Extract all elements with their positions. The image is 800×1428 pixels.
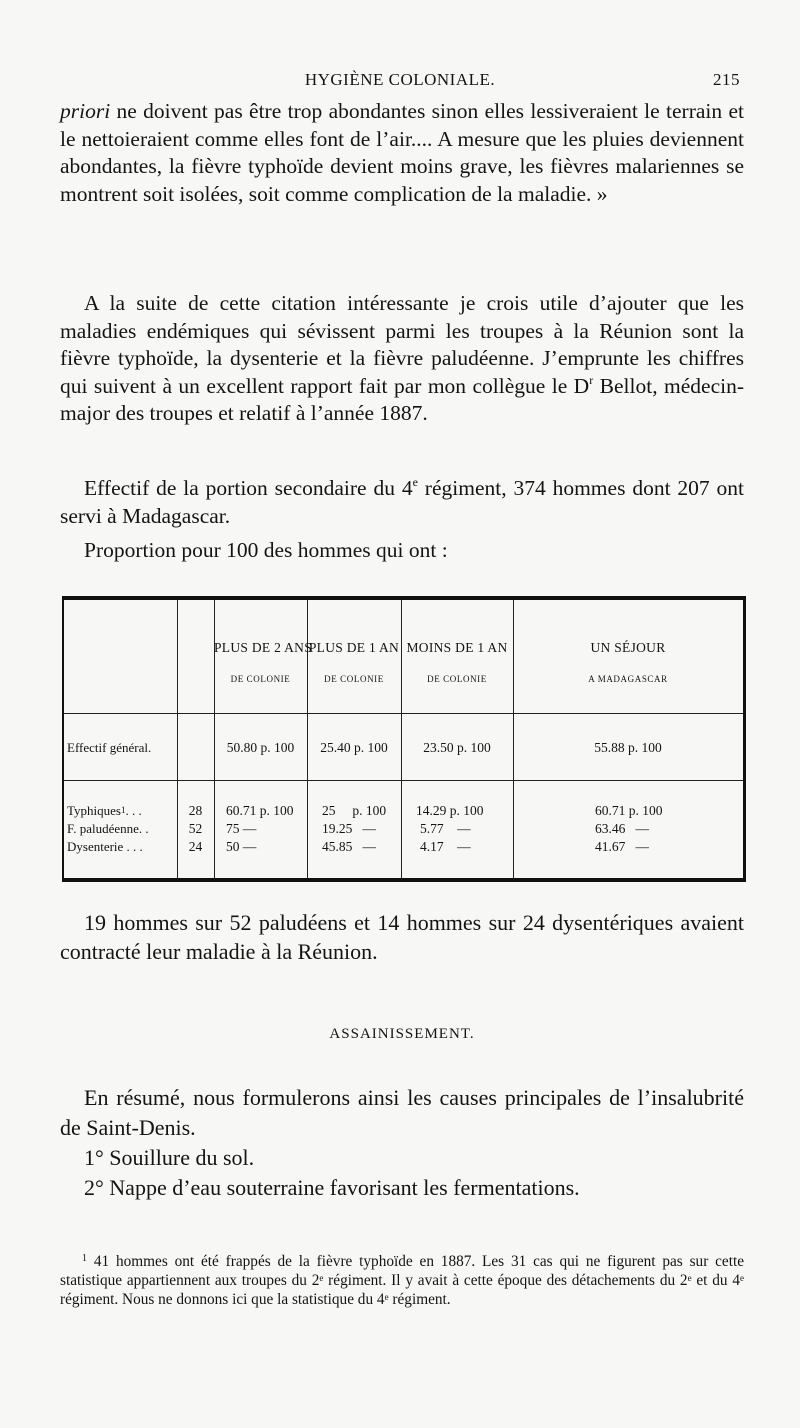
paragraph-text: Proportion pour 100 des hommes qui ont : <box>84 538 448 562</box>
footnote-text: 41 hommes ont été frappés de la fièvre typhoïde en 1887. Les 31 cas qui ne figurent pas sur cette statistique appartiennent aux troupes du 2 <box>60 1253 744 1289</box>
table-cell-count: 24 <box>188 839 203 854</box>
paragraph-causes <box>60 1083 744 1203</box>
table-cell: 50.80 p. 100 <box>226 740 295 755</box>
table-cell: 50 — <box>226 839 257 854</box>
footnote-text: régiment. Nous ne donnons ici que la statistique du 4 <box>60 1291 385 1308</box>
superscript: e <box>384 1292 389 1302</box>
table-cell: 4.17 — <box>420 839 471 854</box>
footnote-marker: 1 <box>120 805 126 815</box>
statistics-table <box>62 596 746 882</box>
paragraph-text: régiment, 374 hommes dont 207 ont servi à Madagascar. <box>60 476 745 528</box>
column-header: PLUS DE 2 ANS <box>214 640 313 655</box>
italic-word: priori <box>60 99 111 123</box>
paragraph-quote-end <box>60 98 744 208</box>
paragraph-proportion <box>60 537 744 565</box>
table-cell: 75 — <box>226 821 257 836</box>
paragraph-effectif <box>60 475 744 530</box>
superscript: e <box>739 1273 744 1283</box>
row-label-dots: . . . <box>125 803 142 818</box>
table-cell: 60.71 p. 100 <box>595 803 663 818</box>
table-cell: 14.29 p. 100 <box>416 803 484 818</box>
superscript: r <box>589 372 594 387</box>
superscript: e <box>319 1273 324 1283</box>
column-header: UN SÉJOUR <box>590 640 666 655</box>
paragraph-text: En résumé, nous formulerons ainsi les causes principales de l’insalubrité de Saint-Denis. <box>60 1085 744 1140</box>
row-label <box>67 803 142 819</box>
superscript: e <box>412 475 418 489</box>
page-number: 215 <box>713 70 740 89</box>
paragraph-text: A la suite de cette citation intéressante je crois utile d’ajouter que les maladies endémiques qui sévissent parmi les troupes à la Réunion sont la fièvre typhoïde, la dysenterie et la fièvre paludéenne. J’emprunte les chiffres qui suivent à un excellent rapport fait par mon collègue le D <box>60 291 744 398</box>
row-label: F. paludéenne. . <box>67 821 149 836</box>
footnote-text: et du 4 <box>691 1272 740 1289</box>
footnote <box>60 1252 744 1309</box>
running-title: HYGIÈNE COLONIALE. <box>304 70 496 89</box>
footnote-text: régiment. Il y avait à cette époque des détachements du 2 <box>323 1272 688 1289</box>
table-cell: 19.25 — <box>322 821 376 836</box>
paragraph-text: ne doivent pas être trop abondantes sinon elles lessiveraient le terrain et le nettoieraient comme elles font de l’air.... A mesure que les pluies deviennent abondantes, la fièvre typhoïde devient moins grave, les fièvres malariennes se montrent soit isolées, soit comme complication de la maladie. » <box>60 99 744 206</box>
column-subheader: DE COLONIE <box>230 674 291 684</box>
paragraph-diseases <box>60 290 744 428</box>
row-label-text: Typhiques <box>67 803 121 818</box>
column-header: MOINS DE 1 AN <box>406 640 508 655</box>
row-label: Effectif général. <box>67 740 152 755</box>
table-cell: 5.77 — <box>420 821 471 836</box>
list-item: 1° Souillure du sol. <box>84 1145 255 1170</box>
table-cell: 25.40 p. 100 <box>320 740 388 755</box>
table-divider <box>64 780 743 781</box>
table-cell: 45.85 — <box>322 839 376 854</box>
table-cell-count: 28 <box>188 803 203 818</box>
section-heading: ASSAINISSEMENT. <box>329 1026 475 1042</box>
table-cell-count: 52 <box>188 821 203 836</box>
paragraph-text: Bellot, médecin-major des troupes et relatif à l’année 1887. <box>60 373 744 425</box>
column-subheader: DE COLONIE <box>427 674 487 684</box>
running-header <box>60 70 740 98</box>
column-header: PLUS DE 1 AN <box>308 640 400 655</box>
row-label: Dysenterie . . . <box>67 839 143 854</box>
paragraph-text: Effectif de la portion secondaire du 4 <box>84 476 413 500</box>
table-cell: 41.67 — <box>595 839 649 854</box>
footnote-text: régiment. <box>388 1291 451 1308</box>
column-subheader: DE COLONIE <box>324 674 384 684</box>
paragraph-summary <box>60 908 744 966</box>
superscript: e <box>687 1273 692 1283</box>
footnote-marker: 1 <box>82 1253 87 1264</box>
table-cell: 60.71 p. 100 <box>226 803 294 818</box>
table-cell: 55.88 p. 100 <box>594 740 662 755</box>
table-divider <box>64 713 743 714</box>
table-cell: 25 p. 100 <box>322 803 387 818</box>
list-item: 2° Nappe d’eau souterraine favorisant les fermentations. <box>84 1175 580 1200</box>
table-cell: 63.46 — <box>595 821 649 836</box>
paragraph-text: 19 hommes sur 52 paludéens et 14 hommes sur 24 dysentériques avaient contracté leur maladie à la Réunion. <box>60 910 744 964</box>
table-cell: 23.50 p. 100 <box>423 740 491 755</box>
column-subheader: A MADAGASCAR <box>588 674 668 684</box>
